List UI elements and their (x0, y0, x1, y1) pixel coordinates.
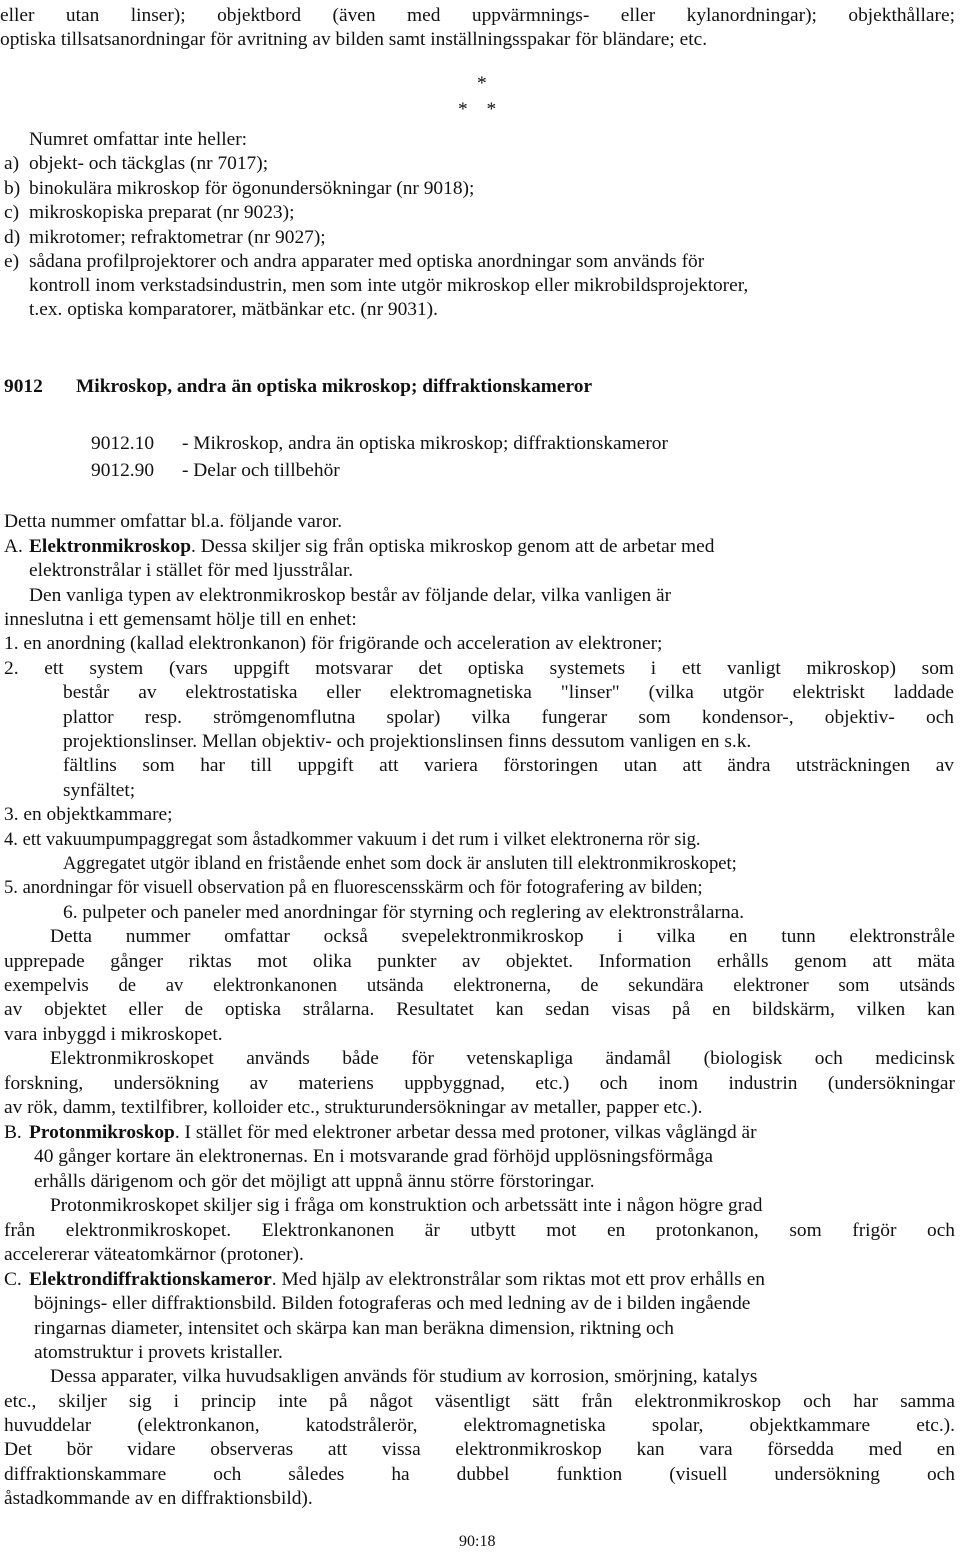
list-item: mikrotomer; refraktometrar (nr 9027); (29, 227, 326, 248)
list-item-continued: kontroll inom verkstadsindustrin, men som inte utgör mikroskop eller mikrobildsprojektorer, (29, 275, 749, 296)
section-marker: C. (4, 1269, 22, 1290)
section-marker: B. (4, 1122, 22, 1143)
paragraph-line: Detta nummer omfattar också svepelektronmikroskop i vilka en tunn elektronstråle (50, 926, 955, 947)
list-item: 6. pulpeter och paneler med anordningar för styrning och reglering av elektronstrålarna. (63, 902, 745, 923)
list-item-continued: består av elektrostatiska eller elektromagnetiska "linser" (vilka utgör elektriskt laddade (63, 682, 954, 703)
subheading-text: - Delar och tillbehör (182, 460, 340, 481)
text-line: ringarnas diameter, intensitet och skärpa kan man beräkna dimension, riktning och (34, 1318, 674, 1339)
paragraph-line: från elektronmikroskopet. Elektronkanonen är utbytt mot en protonkanon, som frigör och (4, 1220, 955, 1241)
heading-number: 9012 (4, 376, 43, 397)
list-item: binokulära mikroskop för ögonundersökningar (nr 9018); (29, 178, 475, 199)
text-line: Den vanliga typen av elektronmikroskop består av följande delar, vilka vanligen är (29, 585, 672, 606)
list-item-continued: t.ex. optiska komparatorer, mätbänkar etc. (nr 9031). (29, 299, 438, 320)
text-line: elektronstrålar i stället för med ljusstrålar. (29, 560, 354, 581)
list-marker: a) (4, 153, 20, 174)
paragraph-line: upprepade gånger riktas mot olika punkter av objektet. Information erhålls genom att mäta (4, 951, 955, 972)
list-item: 2. ett system (vars uppgift motsvarar det optiska systemets i ett vanligt mikroskop) som (4, 658, 954, 679)
list-item: sådana profilprojektorer och andra apparater med optiska anordningar som används för (29, 251, 705, 272)
paragraph-line: Dessa apparater, vilka huvudsakligen används för studium av korrosion, smörjning, katalys (50, 1366, 758, 1387)
exclusions-intro: Numret omfattar inte heller: (29, 129, 248, 150)
section-title: Elektronmikroskop (29, 536, 191, 557)
list-item: mikroskopiska preparat (nr 9023); (29, 202, 295, 223)
paragraph-line: av rök, damm, textilfibrer, kolloider etc., strukturundersökningar av metaller, papper etc.). (4, 1097, 703, 1118)
intro-line: Detta nummer omfattar bl.a. följande varor. (4, 511, 343, 532)
section-text: . Dessa skiljer sig från optiska mikroskop genom att de arbetar med (191, 536, 715, 557)
separator-stars: * * (458, 99, 497, 120)
subheading-code: 9012.90 (91, 460, 155, 481)
list-marker: c) (4, 202, 20, 223)
paragraph-line: vara inbyggd i mikroskopet. (4, 1024, 223, 1045)
list-item: objekt- och täckglas (nr 7017); (29, 153, 269, 174)
separator-star: * (477, 73, 487, 94)
list-item-continued: plattor resp. strömgenomflutna spolar) vilka fungerar som kondensor-, objektiv- och (63, 707, 954, 728)
list-item-continued: fältlins som har till uppgift att variera förstoringen utan att ändra utsträckningen av (63, 755, 954, 776)
paragraph-line: forskning, undersökning av materiens uppbyggnad, etc.) och inom industrin (undersökningar (4, 1073, 955, 1094)
paragraph-line: accelererar väteatomkärnor (protoner). (4, 1244, 304, 1265)
paragraph-line: exempelvis de av elektronkanonen utsända elektronerna, de sekundära elektroner som utsänds (4, 975, 955, 996)
list-item: 5. anordningar för visuell observation på en fluorescensskärm och för fotografering av bilden; (4, 877, 703, 898)
text-line: 40 gånger kortare än elektronernas. En i motsvarande grad förhöjd upplösningsförmåga (34, 1146, 713, 1167)
section-b-line (29, 1121, 757, 1145)
list-item-continued: synfältet; (63, 780, 136, 801)
paragraph-line: Elektronmikroskopet används både för vetenskapliga ändamål (biologisk och medicinsk (50, 1048, 955, 1069)
text-line: optiska tillsatsanordningar för avritning av bilden samt inställningsspakar för bländare; etc. (0, 29, 708, 50)
paragraph-line: Det bör vidare observeras att vissa elektronmikroskop kan vara försedda med en (4, 1439, 955, 1460)
list-item-continued: Aggregatet utgör ibland en fristående enhet som dock är ansluten till elektronmikroskopet; (63, 853, 737, 874)
section-text: . I stället för med elektroner arbetar dessa med protoner, vilkas våglängd är (174, 1122, 757, 1143)
text-line: eller utan linser); objektbord (även med uppvärmnings- eller kylanordningar); objekthållare; (0, 5, 955, 26)
section-marker: A. (4, 536, 23, 557)
list-marker: b) (4, 178, 21, 199)
section-a-line (29, 535, 714, 559)
list-marker: d) (4, 227, 21, 248)
list-item: 1. en anordning (kallad elektronkanon) för frigörande och acceleration av elektroner; (4, 633, 663, 654)
list-item: 4. ett vakuumpumpaggregat som åstadkommer vakuum i det rum i vilket elektronerna rör sig. (4, 829, 701, 850)
list-marker: e) (4, 251, 20, 272)
list-item-continued: projektionslinser. Mellan objektiv- och projektionslinsen finns dessutom vanligen en s.k. (63, 731, 752, 752)
section-c-line (29, 1268, 765, 1292)
section-title: Protonmikroskop (29, 1122, 175, 1143)
page-number: 90:18 (459, 1533, 496, 1550)
paragraph-line: huvuddelar (elektronkanon, katodstrålerör, elektromagnetiska spolar, objektkammare etc.). (4, 1415, 955, 1436)
text-line: erhålls därigenom och gör det möjligt att uppnå ännu större förstoringar. (34, 1171, 595, 1192)
section-title: Elektrondiffraktionskameror (29, 1269, 272, 1290)
heading-title: Mikroskop, andra än optiska mikroskop; diffraktionskameror (76, 376, 593, 397)
text-line: atomstruktur i provets kristaller. (34, 1342, 283, 1363)
subheading-code: 9012.10 (91, 433, 155, 454)
text-line: inneslutna i ett gemensamt hölje till en enhet: (4, 609, 357, 630)
list-item: 3. en objektkammare; (4, 804, 173, 825)
section-text: . Med hjälp av elektronstrålar som riktas mot ett prov erhålls en (271, 1269, 765, 1290)
text-line: böjnings- eller diffraktionsbild. Bilden fotograferas och med ledning av de i bilden ingående (34, 1293, 751, 1314)
paragraph-line: av objektet eller de optiska strålarna. Resultatet kan sedan visas på en bildskärm, vilken kan (4, 999, 955, 1020)
paragraph-line: åstadkommande av en diffraktionsbild). (4, 1488, 313, 1509)
subheading-text: - Mikroskop, andra än optiska mikroskop; diffraktionskameror (182, 433, 668, 454)
paragraph-line: Protonmikroskopet skiljer sig i fråga om konstruktion och arbetssätt inte i någon högre grad (50, 1195, 763, 1216)
paragraph-line: diffraktionskammare och således ha dubbel funktion (visuell undersökning och (4, 1464, 955, 1485)
paragraph-line: etc., skiljer sig i princip inte på något väsentligt sätt från elektronmikroskop och har samma (4, 1391, 955, 1412)
